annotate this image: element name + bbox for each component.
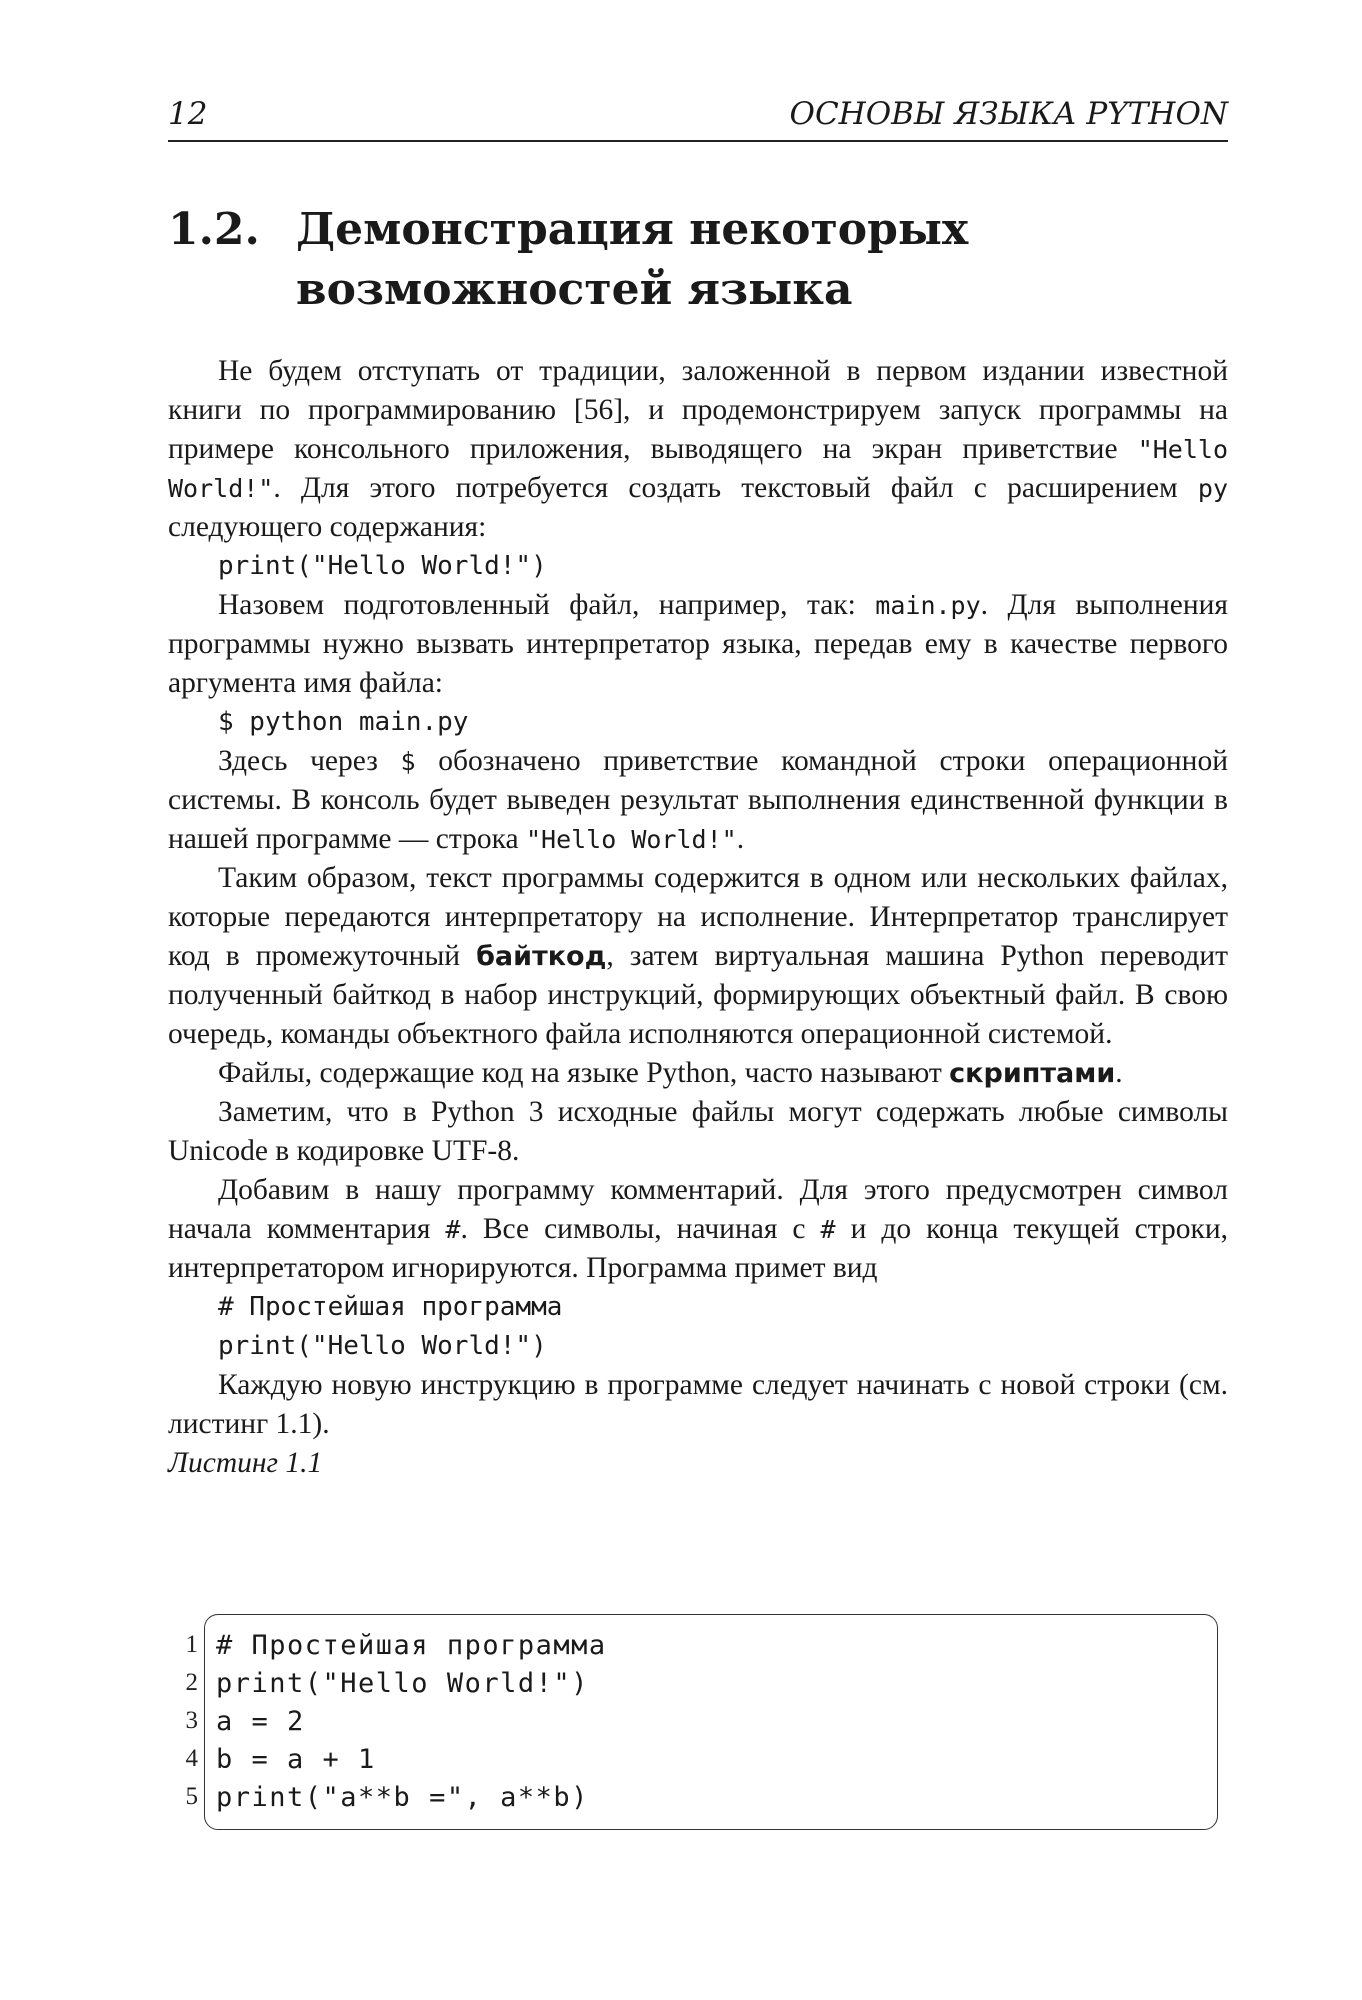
section-title: Демонстрация некоторых возможностей языка (296, 204, 969, 315)
inline-code: # (445, 1215, 461, 1244)
listing-line (168, 1664, 589, 1702)
line-code: print("a**b =", a**b) (216, 1781, 589, 1813)
inline-code: $ (400, 747, 416, 776)
line-number: 3 (185, 1707, 198, 1734)
page-number: 12 (168, 96, 208, 132)
line-number: 5 (185, 1783, 198, 1810)
text-run: Здесь через (218, 745, 401, 777)
paragraph (168, 859, 1228, 1054)
text-run: Файлы, содержащие код на языке Python, часто называют (218, 1057, 950, 1089)
code-line: # Простейшая программа (218, 1292, 563, 1322)
text-run: , затем виртуальная машина Python переводит полученный байткод в набор инструкций, формирующих объектный файл. В свою очередь, команды объектного файла исполняются операционной системой. (168, 940, 1229, 1050)
code-line: print("Hello World!") (218, 551, 547, 581)
listing-caption: Листинг 1.1 (168, 1447, 323, 1479)
section-number: 1.2. (168, 204, 260, 255)
paragraph: Заметим, что в Python 3 исходные файлы могут содержать любые символы Unicode в кодировке UTF-8. (168, 1096, 1228, 1167)
text-run: и до конца текущей строки, интерпретатором игнорируются. Программа примет вид (168, 1213, 1228, 1284)
line-number: 2 (185, 1669, 198, 1696)
paragraph (168, 352, 1228, 547)
bold-term: байткод (476, 941, 607, 972)
listing-line (168, 1626, 607, 1664)
line-code: # Простейшая программа (216, 1629, 607, 1661)
section-heading (168, 200, 1238, 320)
paragraph (168, 742, 1228, 859)
line-code: b = a + 1 (216, 1743, 376, 1775)
line-number: 1 (185, 1631, 198, 1658)
text-run: . Для выполнения программы нужно вызвать интерпретатор языка, передав ему в качестве первого аргумента имя файла: (168, 589, 1228, 699)
inline-code: py (1197, 474, 1228, 503)
line-code: print("Hello World!") (216, 1667, 589, 1699)
inline-code: main.py (875, 591, 981, 620)
text-run: . Для этого потребуется создать текстовый файл с расширением (273, 472, 1198, 504)
text-run: . (1115, 1057, 1123, 1089)
inline-code: "Hello World!" (168, 435, 1228, 503)
text-run: обозначено приветствие командной строки операционной системы. В консоль будет выведен результат выполнения единственной функции в нашей программе — строка (168, 745, 1228, 855)
paragraph (168, 586, 1228, 703)
header-rule (168, 140, 1228, 142)
inline-code: # (820, 1215, 836, 1244)
text-run: . Все символы, начиная с (460, 1213, 821, 1245)
listing-line (168, 1702, 305, 1740)
text-run: . (736, 823, 745, 855)
paragraph (168, 1054, 1228, 1093)
code-line: $ python main.py (218, 707, 469, 737)
running-header (168, 96, 1228, 132)
line-number: 4 (185, 1745, 198, 1772)
inline-code: "Hello World!" (525, 825, 737, 854)
text-run: Назовем подготовленный файл, например, так: (218, 589, 876, 621)
text-run: Добавим в нашу программу комментарий. Для этого предусмотрен символ начала комментария (168, 1174, 1228, 1245)
code-listing (168, 1614, 1218, 1832)
text-run: Не будем отступать от традиции, заложенной в первом издании известной книги по программированию [56], и продемонстрируем запуск программы на примере консольного приложения, выводящего на экран приветствие (168, 355, 1228, 465)
running-title: ОСНОВЫ ЯЗЫКА PYTHON (789, 96, 1228, 132)
code-line: print("Hello World!") (218, 1331, 547, 1361)
bold-term: скриптами (949, 1058, 1116, 1089)
text-run: следующего содержания: (168, 511, 487, 543)
listing-line (168, 1778, 589, 1816)
body-text (168, 352, 1228, 1483)
paragraph (168, 1171, 1228, 1288)
paragraph: Каждую новую инструкцию в программе следует начинать с новой строки (см. листинг 1.1). (168, 1369, 1228, 1440)
listing-line (168, 1740, 376, 1778)
line-code: a = 2 (216, 1705, 305, 1737)
text-run: Таким образом, текст программы содержится в одном или нескольких файлах, которые передаются интерпретатору на исполнение. Интерпретатор транслирует код в промежуточный (168, 862, 1228, 972)
